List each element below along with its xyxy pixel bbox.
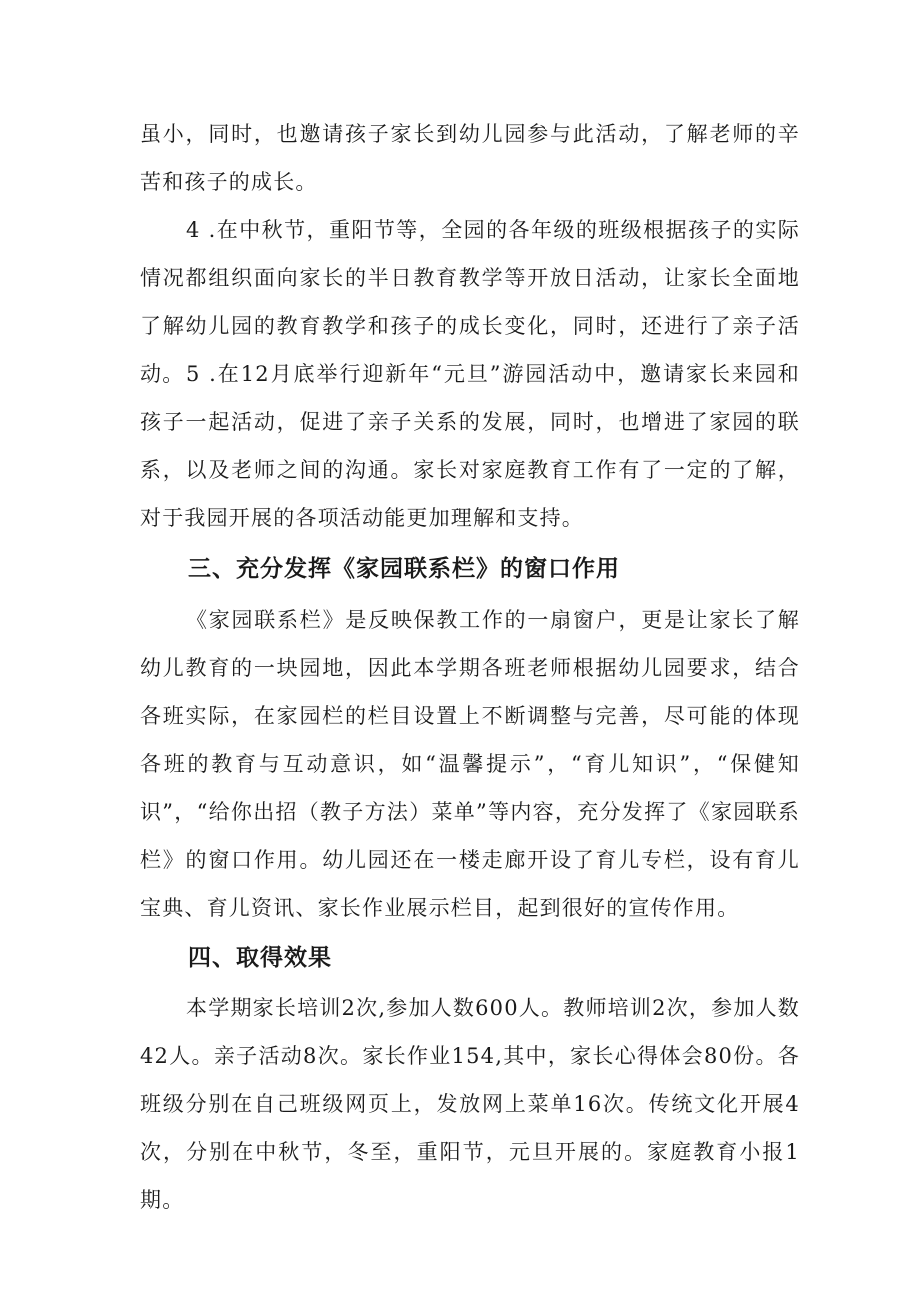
paragraph-continued: 虽小，同时，也邀请孩子家长到幼儿园参与此活动，了解老师的辛苦和孩子的成长。 xyxy=(140,122,800,194)
paragraph-section-4: 本学期家长培训2次,参加人数600人。教师培训2次，参加人数42人。亲子活动8次。家长作业154,其中，家长心得体会80份。各班级分别在自己班级网页上，发放网上菜单16次。传统文化开展4次，分别在中秋节，冬至，重阳节，元旦开展的。家庭教育小报1期。 xyxy=(140,996,800,1212)
paragraph-item-5: 5 .在12月底举行迎新年“元旦”游园活动中，邀请家长来园和孩子一起活动，促进了亲子关系的发展，同时，也增进了家园的联系，以及老师之间的沟通。家长对家庭教育工作有了一定的了解，对于我园开展的各项活动能更加理解和支持。 xyxy=(140,362,800,530)
paragraph-section-3: 《家园联系栏》是反映保教工作的一扇窗户，更是让家长了解幼儿教育的一块园地，因此本学期各班老师根据幼儿园要求，结合各班实际，在家园栏的栏目设置上不断调整与完善，尽可能的体现各班的教育与互动意识，如“温馨提示”，“育儿知识”，“保健知识”，“给你出招（教子方法）菜单”等内容，充分发挥了《家园联系栏》的窗口作用。幼儿园还在一楼走廊开设了育儿专栏，设有育儿宝典、育儿资讯、家长作业展示栏目，起到很好的宣传作用。 xyxy=(140,608,800,920)
section-heading-4: 四、取得效果 xyxy=(188,945,332,971)
section-heading-3: 三、充分发挥《家园联系栏》的窗口作用 xyxy=(188,556,620,582)
paragraph-item-4: 4 .在中秋节，重阳节等，全园的各年级的班级根据孩子的实际情况都组织面向家长的半日教育教学等开放日活动，让家长全面地了解幼儿园的教育教学和孩子的成长变化，同时，还进行了亲子活动。 xyxy=(140,218,800,386)
